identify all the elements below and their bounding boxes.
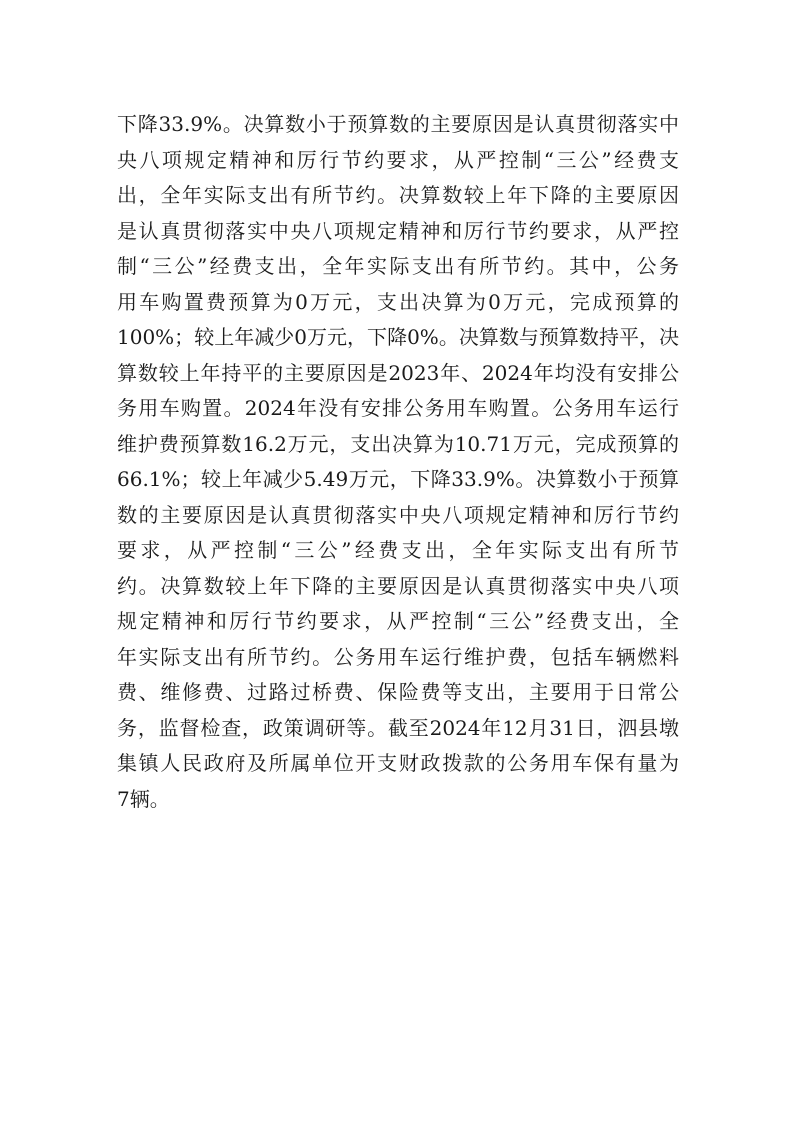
text-line: 务，监督检查，政策调研等。截至2024年12月31日，泗县墩 [117,715,679,740]
text-line: 费、维修费、过路过桥费、保险费等支出，主要用于日常公 [117,680,679,704]
text-line: 100%；较上年减少0万元，下降0%。决算数与预算数持平，决 [117,325,679,349]
text-line: 集镇人民政府及所属单位开支财政拨款的公务用车保有量为 [117,751,679,775]
text-line: 约。决算数较上年下降的主要原因是认真贯彻落实中央八项 [117,573,679,598]
text-line: 是认真贯彻落实中央八项规定精神和厉行节约要求，从严控 [117,218,679,243]
text-line: 出，全年实际支出有所节约。决算数较上年下降的主要原因 [117,183,679,207]
text-line: 7辆。 [117,786,170,811]
text-line: 规定精神和厉行节约要求，从严控制“三公”经费支出，全 [117,609,679,633]
text-line: 下降33.9%。决算数小于预算数的主要原因是认真贯彻落实中 [117,112,679,136]
body-paragraph [117,107,679,817]
text-line: 维护费预算数16.2万元，支出决算为10.71万元，完成预算的 [117,431,679,456]
text-line: 务用车购置。2024年没有安排公务用车购置。公务用车运行 [117,396,679,420]
text-line: 年实际支出有所节约。公务用车运行维护费，包括车辆燃料 [117,644,679,669]
text-line: 66.1%；较上年减少5.49万元，下降33.9%。决算数小于预算 [117,467,679,491]
text-line: 数的主要原因是认真贯彻落实中央八项规定精神和厉行节约 [117,502,679,527]
text-line: 要求，从严控制“三公”经费支出，全年实际支出有所节 [117,538,679,562]
text-line: 用车购置费预算为0万元，支出决算为0万元，完成预算的 [117,289,679,314]
text-line: 央八项规定精神和厉行节约要求，从严控制“三公”经费支 [117,147,679,172]
text-line: 制“三公”经费支出，全年实际支出有所节约。其中，公务 [117,254,679,278]
text-line: 算数较上年持平的主要原因是2023年、2024年均没有安排公 [117,360,679,385]
